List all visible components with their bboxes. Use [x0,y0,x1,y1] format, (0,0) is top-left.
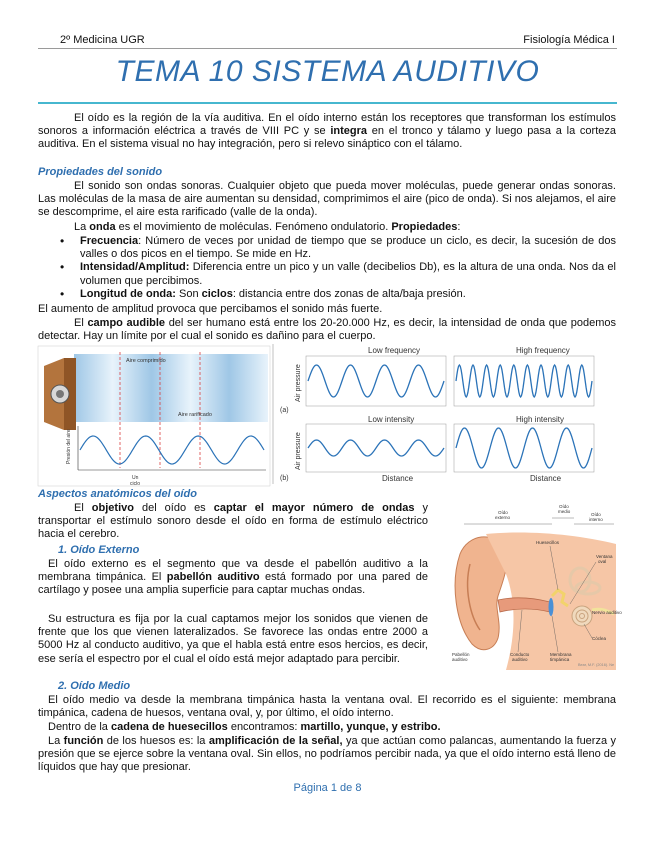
header-rule [38,48,617,49]
label-low-frequency: Low frequency [368,346,421,355]
y-axis-label-a: Air pressure [295,364,302,402]
objective-paragraph: El objetivo del oído es captar el mayor número de ondas y transportar el estímulo sonoro desde el oído en forma de estímulo eléctrico hacia el cerebro. [38,502,429,541]
air-column [74,354,268,422]
eardrum [549,598,554,616]
label-huesecillos: Huesecillos [536,540,560,545]
section-heading-anatomia: Aspectos anatómicos del oído [38,488,197,500]
ossicles-paragraph: Dentro de la cadena de huesecillos encontramos: martillo, yunque, y estribo. [48,721,441,733]
speaker-icon [44,358,76,430]
list-item: • Frecuencia: Número de veces por unidad de tiempo que se produce un ciclo, es decir, la sucesión de dos valles o dos picos en el tiempo. Se mide en Hz. [38,235,616,261]
function-paragraph: La función de los huesos es: la amplificación de la señal, ya que actúan como palancas, aumentando la fuerza y presión que se ejerce sobre la ventana oval. Sin ellos, no podríamos percibir nada, ya que el oído interno está lleno de líquidos que hay que presionar. [38,735,616,774]
intro-paragraph: El oído es la región de la vía auditiva. En el oído interno están los receptores que transforman los estímulos sonoros a información eléctrica a través de VIII PC y se integra en el tronco y tálamo y luego pasa a la corteza auditiva. En el sistema visual no hay integración, pero si relevo sináptico con el tálamo. [38,112,616,151]
x-axis-label-left: Distance [382,474,414,483]
label-high-intensity: High intensity [516,415,565,424]
page-number: Página 1 de 8 [293,782,362,794]
amplitude-paragraph: El aumento de amplitud provoca que percibamos el sonido más fuerte. [38,303,383,315]
x-axis-label-right: Distance [530,474,562,483]
list-item: • Longitud de onda: Son ciclos: distancia entre dos zonas de alta/baja presión. [38,288,616,301]
list-item: • Intensidad/Amplitud: Diferencia entre un pico y un valle (decibelios Db), es la altura de una onda. Nos da el volumen que percibimos. [38,261,616,287]
y-axis-label-b: Air pressure [295,432,302,470]
subheading-oido-medio: 2. Oído Medio [58,680,131,692]
label-conducto: Conducto auditivo [510,652,530,662]
audible-paragraph: El campo audible del ser humano está entre los 20-20.000 Hz, es decir, la intensidad de onda que podemos detectar. Hay un límite por el cual el sonido es dañino para el cuerpo. [38,317,616,343]
label-membrana: Membrana timpánica [550,652,572,662]
page-title: TEMA 10 SISTEMA AUDITIVO [115,55,540,88]
label-pabellon: Pabellón auditivo [452,652,470,662]
external-ear-paragraph-2: Su estructura es fija por la cual captamos mejor los sonidos que vienen de frente que los que vienen lateralizados. Se favorece las ondas entre 2000 a 5000 Hz al conducto auditivo, ya que el habla está entre esos hercios, es decir, ese sería el espectro por el cual el oído está mejor adaptado para percibir. [38,613,428,665]
label-nervio: Nervio auditivo [592,610,622,615]
x-axis-label: Un ciclo [130,475,141,487]
label-coclea: Cóclea [592,636,607,641]
panel-label-a: (a) [280,407,289,414]
sound-compression-figure [38,346,270,486]
y-axis-label: Presión del aire [66,429,72,464]
label-oido-externo: Oído externo [495,510,511,520]
label-oido-interno: Oído interno [589,512,603,522]
wave-paragraph: La onda es el movimiento de moléculas. Fenómeno ondulatorio. Propiedades: [74,221,461,233]
title-rule [38,102,617,104]
properties-list [38,235,616,301]
cochlea [572,606,592,626]
middle-ear-paragraph: El oído medio va desde la membrana timpánica hasta la ventana oval. El recorrido es el siguiente: membrana timpánica, cadena de huesos, ventana oval, y, por último, el oído interno. [38,694,616,720]
figure-credit: Bear, M.F. (2016). Ne [578,663,615,667]
label-high-frequency: High frequency [516,346,570,355]
external-ear-paragraph: El oído externo es el segmento que va desde el pabellón auditivo a la membrana timpánica. El pabellón auditivo está formado por una pared de cartílago y posee una amplia superficie para captar muchas ondas. [38,558,428,597]
frequency-intensity-figure [272,344,618,484]
label-compressed: Aire comprimido [126,358,166,364]
sound-paragraph: El sonido son ondas sonoras. Cualquier objeto que pueda mover moléculas, puede generar ondas sonoras. Las moléculas de la masa de aire aumentan su densidad, comprimimos el aire (pico de onda). Si nos alejamos, el aire se descomprime, el aire esta rarificado (valle de la onda). [38,180,616,219]
label-ventana-oval: Ventana oval [596,554,613,564]
label-low-intensity: Low intensity [368,415,415,424]
label-rarefied: Aire rarificado [178,412,212,418]
label-oido-medio: Oído medio [558,504,571,514]
header-subject: Fisiología Médica I [523,34,615,46]
panel-label-b: (b) [280,475,289,482]
subheading-oido-externo: 1. Oído Externo [58,544,140,556]
section-heading-propiedades: Propiedades del sonido [38,166,163,178]
header-course: 2º Medicina UGR [60,34,145,46]
ear-anatomy-figure [446,504,622,670]
